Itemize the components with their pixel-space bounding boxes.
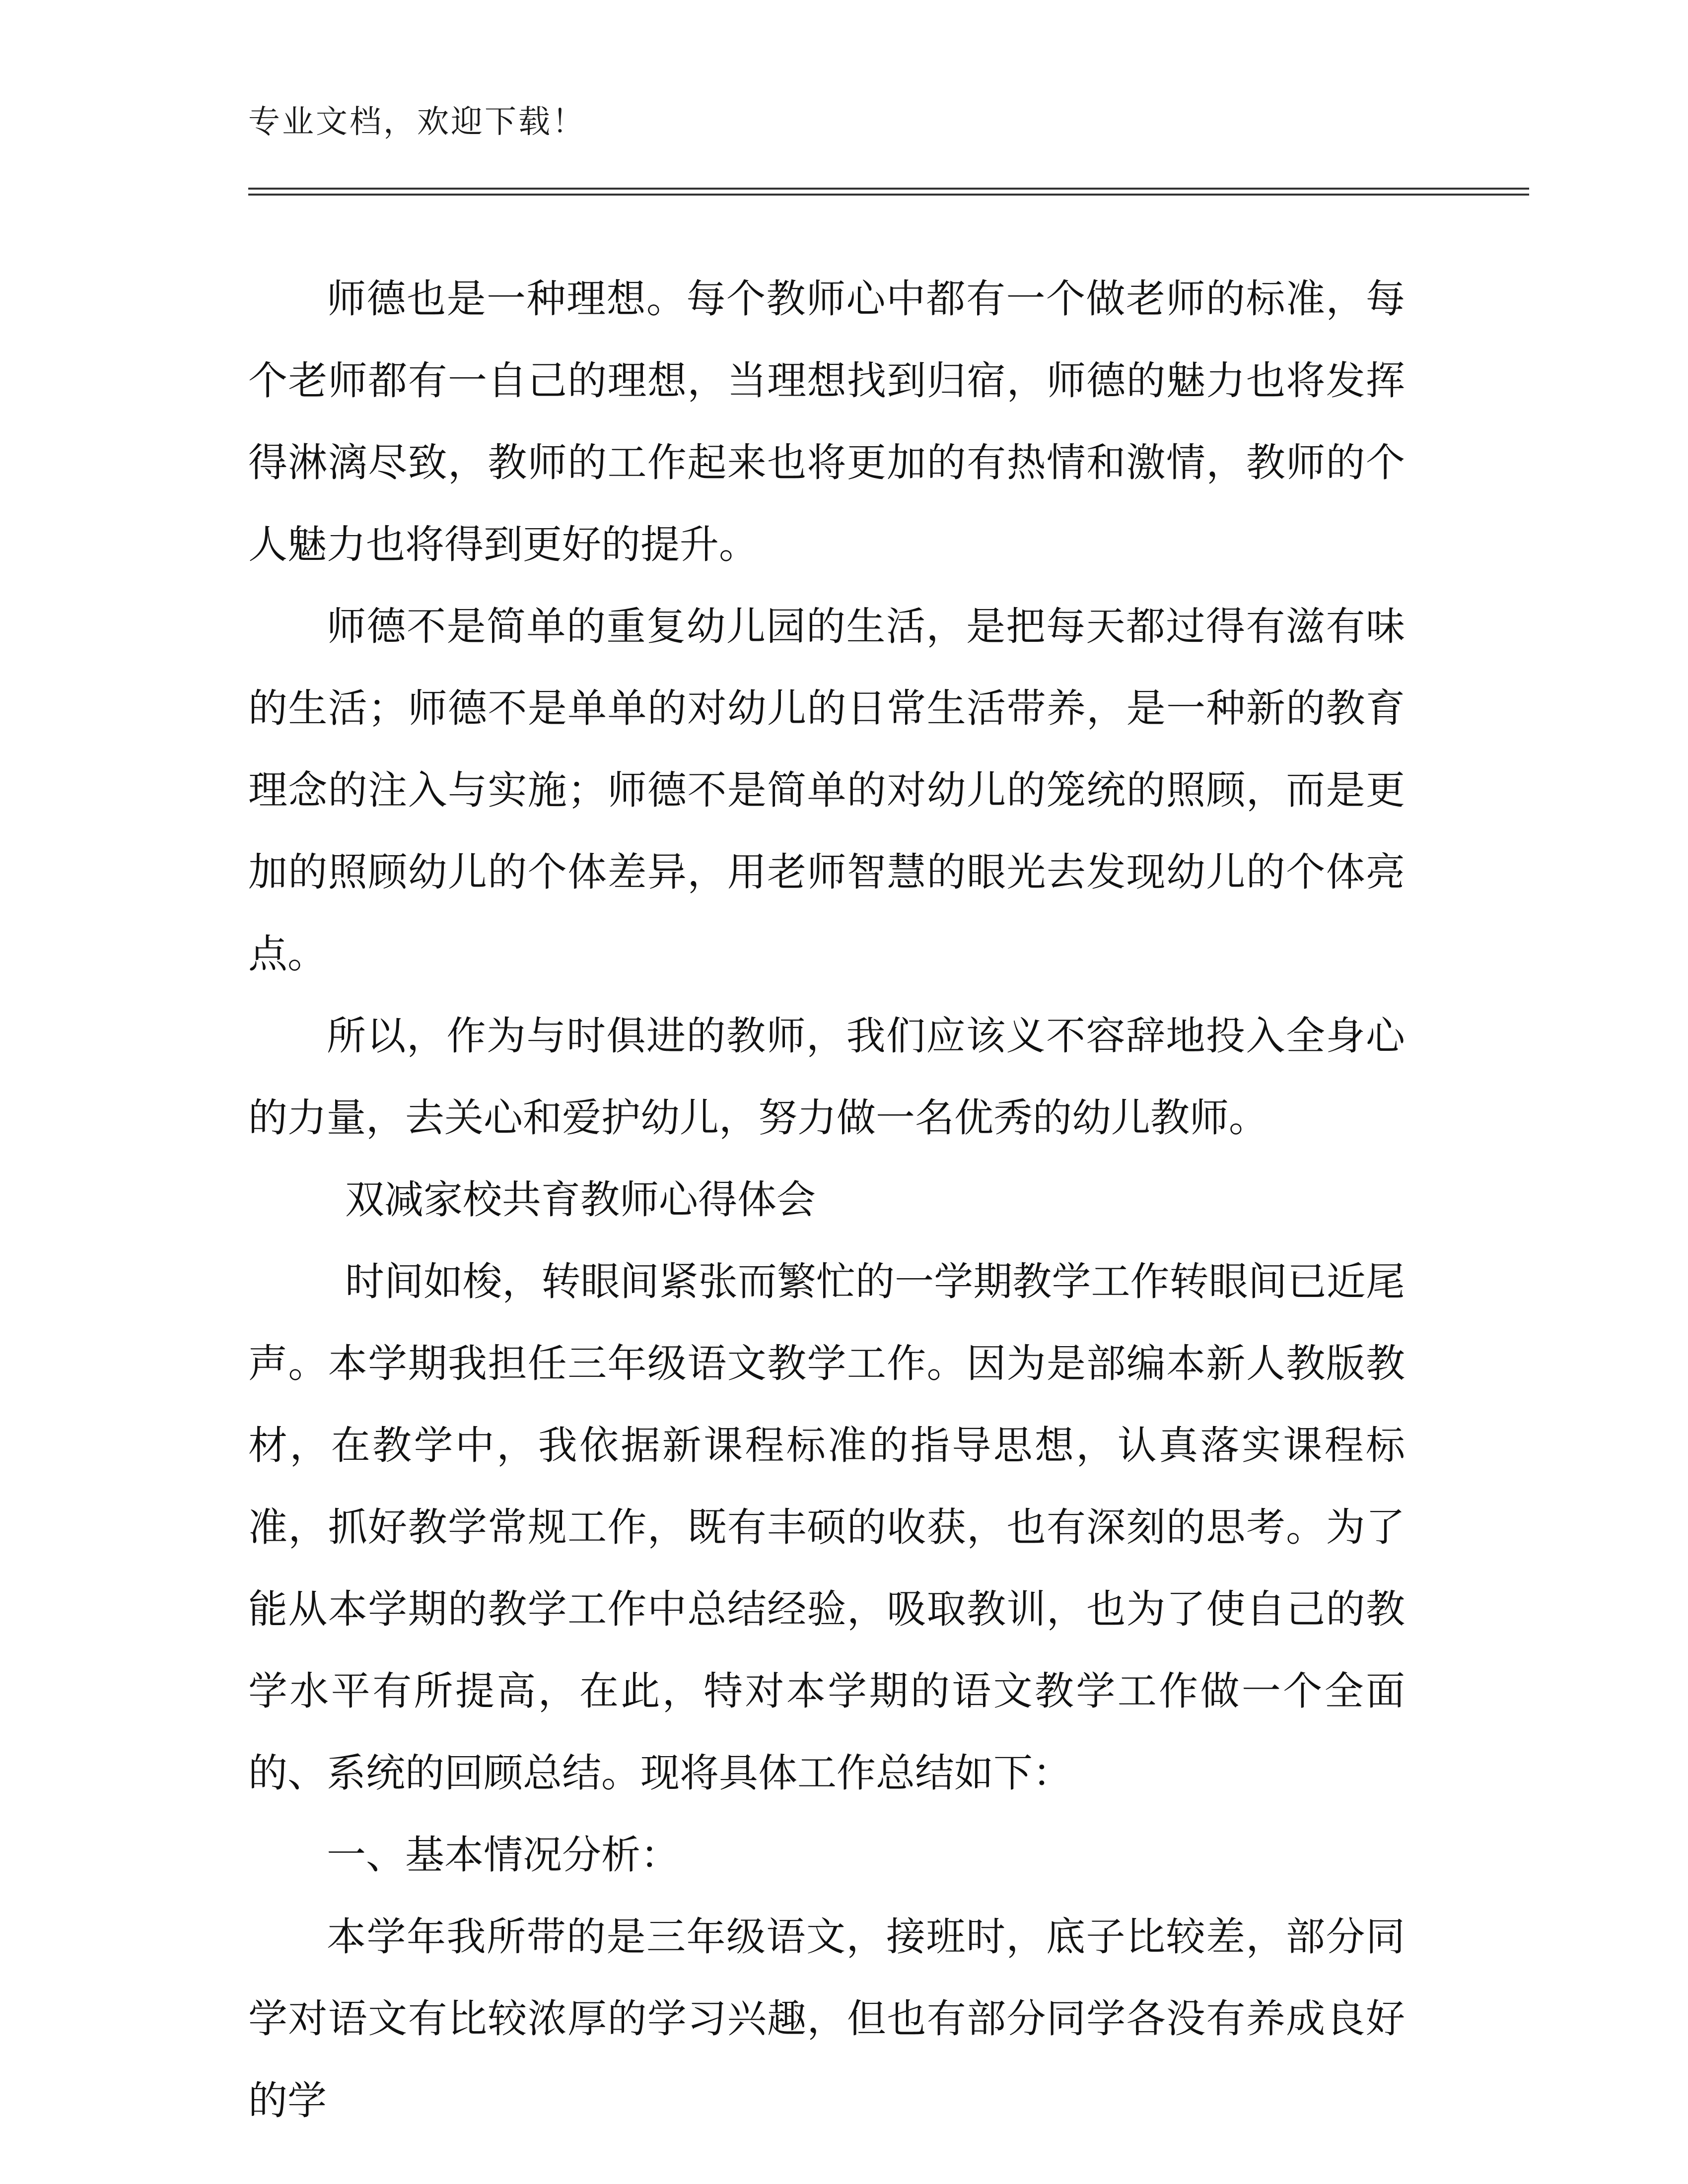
header-divider-bottom bbox=[248, 194, 1529, 196]
document-body bbox=[248, 258, 1405, 2142]
paragraph-3: 所以，作为与时俱进的教师，我们应该义不容辞地投入全身心的力量，去关心和爱护幼儿，努力做一名优秀的幼儿教师。 bbox=[248, 1013, 1405, 1141]
header-divider-top bbox=[248, 188, 1529, 190]
paragraph-2: 师德不是简单的重复幼儿园的生活，是把每天都过得有滋有味的生活；师德不是单单的对幼儿的日常生活带养，是一种新的教育理念的注入与实施；师德不是简单的对幼儿的笼统的照顾，而是更加的照顾幼儿的个体差异，用老师智慧的眼光去发现幼儿的个体亮点。 bbox=[248, 604, 1405, 977]
paragraph-1: 师德也是一种理想。每个教师心中都有一个做老师的标准，每个老师都有一自己的理想，当理想找到归宿，师德的魅力也将发挥得淋漓尽致，教师的工作起来也将更加的有热情和激情，教师的个人魅力也将得到更好的提升。 bbox=[248, 276, 1405, 567]
page-header: 专业文档，欢迎下载！ bbox=[248, 104, 586, 140]
section-paragraph-2: 本学年我所带的是三年级语文，接班时，底子比较差，部分同学对语文有比较浓厚的学习兴趣，但也有部分同学各没有养成良好的学 bbox=[248, 1914, 1405, 2123]
section-paragraph-1: 时间如梭，转眼间紧张而繁忙的一学期教学工作转眼间已近尾声。本学期我担任三年级语文教学工作。因为是部编本新人教版教材，在教学中，我依据新课程标准的指导思想，认真落实课程标准，抓好教学常规工作，既有丰硕的收获，也有深刻的思考。为了能从本学期的教学工作中总结经验，吸取教训，也为了使自己的教学水平有所提高，在此，特对本学期的语文教学工作做一个全面的、系统的回顾总结。现将具体工作总结如下： bbox=[248, 1259, 1405, 1796]
section-title: 双减家校共育教师心得体会 bbox=[345, 1177, 816, 1223]
section-heading-basic-analysis: 一、基本情况分析： bbox=[327, 1832, 680, 1878]
